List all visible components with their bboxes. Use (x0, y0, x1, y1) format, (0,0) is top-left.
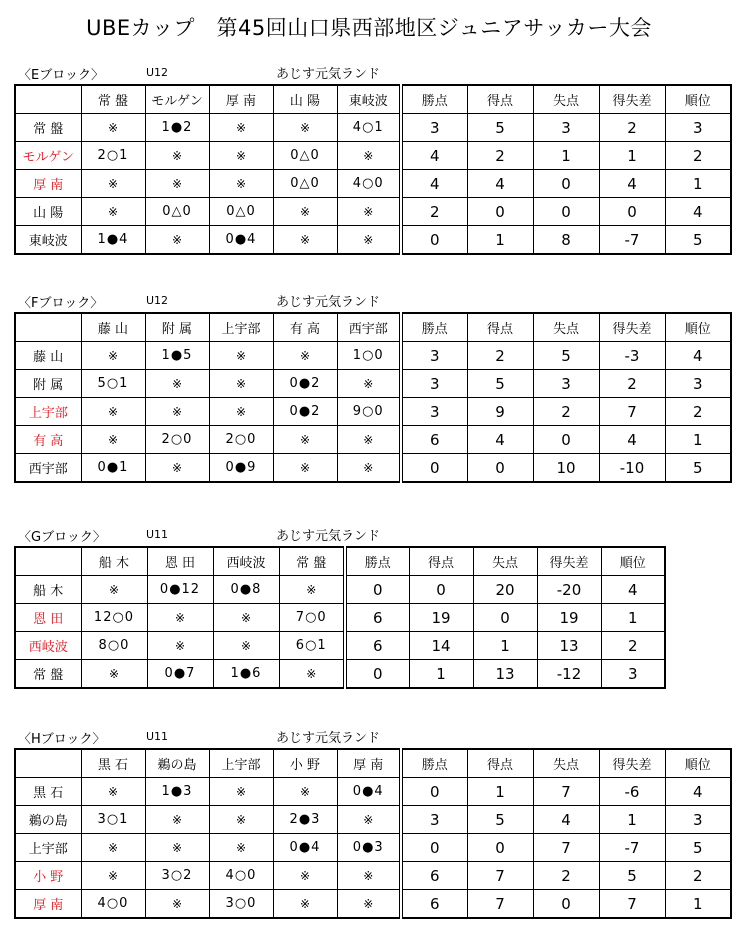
match-result: ※ (273, 778, 337, 806)
team-name: 西宇部 (15, 454, 81, 483)
match-result: ※ (273, 198, 337, 226)
match-result: 0●3 (337, 834, 401, 862)
table-row (15, 806, 731, 834)
stat-value: 3 (533, 370, 599, 398)
team-name: 常 盤 (15, 660, 81, 689)
match-result: ※ (147, 604, 213, 632)
stat-value: 14 (409, 632, 473, 660)
table-row (15, 604, 665, 632)
match-result: ※ (145, 806, 209, 834)
stat-value: 1 (467, 226, 533, 255)
stat-value: -3 (599, 342, 665, 370)
stat-value: 1 (467, 778, 533, 806)
match-result: ※ (209, 778, 273, 806)
stat-value: 5 (599, 862, 665, 890)
table-row (15, 576, 665, 604)
stat-value: 3 (401, 342, 467, 370)
match-result: ※ (337, 890, 401, 919)
match-result: 5○1 (81, 370, 145, 398)
block-category: U11 (146, 528, 169, 541)
stat-value: 4 (599, 170, 665, 198)
match-result: 1●2 (145, 114, 209, 142)
table-row (15, 862, 731, 890)
stat-value: 4 (665, 342, 731, 370)
match-result: ※ (337, 370, 401, 398)
stat-header: 得失差 (599, 749, 665, 778)
match-result: 4○0 (209, 862, 273, 890)
match-result: ※ (81, 862, 145, 890)
opponent-header: 厚 南 (337, 749, 401, 778)
stat-value: 5 (467, 114, 533, 142)
match-result: ※ (209, 370, 273, 398)
team-name: 上宇部 (15, 398, 81, 426)
stat-value: 1 (409, 660, 473, 689)
opponent-header: 上宇部 (209, 749, 273, 778)
match-result: 3○1 (81, 806, 145, 834)
stat-header: 得点 (467, 85, 533, 114)
stat-header: 順位 (601, 547, 665, 576)
stat-value: -12 (537, 660, 601, 689)
stat-value: 0 (401, 778, 467, 806)
stat-value: 0 (401, 226, 467, 255)
standings-table (14, 546, 666, 689)
stat-value: 3 (665, 806, 731, 834)
match-result: 1●4 (81, 226, 145, 255)
stat-value: 13 (473, 660, 537, 689)
match-result: ※ (81, 114, 145, 142)
match-result: ※ (337, 198, 401, 226)
table-row (15, 198, 731, 226)
stat-value: 2 (665, 862, 731, 890)
stat-value: 19 (537, 604, 601, 632)
team-name: 東岐波 (15, 226, 81, 255)
stat-value: 5 (533, 342, 599, 370)
page-title: UBEカップ 第45回山口県西部地区ジュニアサッカー大会 (86, 16, 652, 40)
stat-value: 2 (467, 142, 533, 170)
stat-value: 4 (401, 142, 467, 170)
match-result: ※ (273, 890, 337, 919)
match-result: 0●2 (273, 398, 337, 426)
stat-value: 2 (665, 398, 731, 426)
stat-header: 勝点 (401, 749, 467, 778)
opponent-header: 常 盤 (279, 547, 345, 576)
match-result: 0●1 (81, 454, 145, 483)
opponent-header: モルゲン (145, 85, 209, 114)
match-result: ※ (145, 398, 209, 426)
table-row (15, 890, 731, 919)
block-e (14, 62, 732, 255)
corner-cell (15, 85, 81, 114)
block-header (14, 524, 666, 546)
match-result: 0●4 (337, 778, 401, 806)
stat-value: 7 (599, 890, 665, 919)
stat-header: 順位 (665, 313, 731, 342)
header-row (15, 313, 731, 342)
stat-value: -6 (599, 778, 665, 806)
table-row (15, 370, 731, 398)
match-result: 8○0 (81, 632, 147, 660)
stat-header: 失点 (533, 313, 599, 342)
block-venue: あじす元気ランド (276, 67, 381, 82)
match-result: 4○0 (81, 890, 145, 919)
table-row (15, 398, 731, 426)
team-name: 厚 南 (15, 170, 81, 198)
opponent-header: 上宇部 (209, 313, 273, 342)
team-name: 船 木 (15, 576, 81, 604)
stat-value: 1 (473, 632, 537, 660)
match-result: ※ (81, 426, 145, 454)
match-result: ※ (337, 226, 401, 255)
match-result: ※ (273, 426, 337, 454)
opponent-header: 藤 山 (81, 313, 145, 342)
match-result: 0●4 (273, 834, 337, 862)
match-result: ※ (147, 632, 213, 660)
block-header (14, 62, 732, 84)
team-name: 厚 南 (15, 890, 81, 919)
stat-value: 7 (467, 890, 533, 919)
standings-table (14, 748, 732, 919)
opponent-header: 常 盤 (81, 85, 145, 114)
stat-value: 2 (599, 370, 665, 398)
stat-value: 1 (665, 890, 731, 919)
corner-cell (15, 547, 81, 576)
standings-table (14, 84, 732, 255)
stat-value: 2 (601, 632, 665, 660)
stat-value: 3 (533, 114, 599, 142)
match-result: 3○0 (209, 890, 273, 919)
match-result: 0●2 (273, 370, 337, 398)
opponent-header: 厚 南 (209, 85, 273, 114)
match-result: ※ (81, 170, 145, 198)
table-row (15, 778, 731, 806)
opponent-header: 山 陽 (273, 85, 337, 114)
match-result: ※ (81, 398, 145, 426)
match-result: ※ (279, 576, 345, 604)
stat-value: 8 (533, 226, 599, 255)
stat-value: 1 (601, 604, 665, 632)
match-result: ※ (145, 370, 209, 398)
stat-value: 6 (401, 862, 467, 890)
match-result: ※ (81, 198, 145, 226)
match-result: ※ (145, 170, 209, 198)
match-result: 2●3 (273, 806, 337, 834)
opponent-header: 附 属 (145, 313, 209, 342)
match-result: 0●8 (213, 576, 279, 604)
stat-header: 勝点 (401, 85, 467, 114)
stat-value: 2 (665, 142, 731, 170)
stat-value: 4 (467, 426, 533, 454)
team-name: 附 属 (15, 370, 81, 398)
table-row (15, 170, 731, 198)
corner-cell (15, 749, 81, 778)
stat-value: 3 (401, 370, 467, 398)
stat-value: 0 (401, 834, 467, 862)
match-result: 0△0 (145, 198, 209, 226)
block-venue: あじす元気ランド (276, 731, 381, 746)
table-row (15, 632, 665, 660)
stat-value: 7 (533, 778, 599, 806)
match-result: ※ (273, 226, 337, 255)
team-name: 黒 石 (15, 778, 81, 806)
stat-value: 1 (599, 806, 665, 834)
stat-value: 0 (533, 890, 599, 919)
team-name: 上宇部 (15, 834, 81, 862)
opponent-header: 西岐波 (213, 547, 279, 576)
stat-value: 0 (533, 198, 599, 226)
block-name: 〈Hブロック〉 (18, 732, 106, 747)
stat-value: 4 (601, 576, 665, 604)
stat-value: 5 (665, 226, 731, 255)
table-row (15, 114, 731, 142)
match-result: ※ (337, 862, 401, 890)
match-result: ※ (279, 660, 345, 689)
match-result: ※ (209, 114, 273, 142)
stat-value: -7 (599, 834, 665, 862)
team-name: 藤 山 (15, 342, 81, 370)
stat-value: 0 (467, 198, 533, 226)
stat-value: 2 (467, 342, 533, 370)
match-result: ※ (145, 834, 209, 862)
match-result: ※ (337, 426, 401, 454)
block-category: U12 (146, 66, 169, 79)
stat-value: -7 (599, 226, 665, 255)
match-result: ※ (337, 806, 401, 834)
stat-value: 0 (473, 604, 537, 632)
block-name: 〈Fブロック〉 (18, 296, 104, 311)
match-result: ※ (337, 142, 401, 170)
stat-value: 0 (467, 454, 533, 483)
opponent-header: 小 野 (273, 749, 337, 778)
team-name: 西岐波 (15, 632, 81, 660)
match-result: 1●6 (213, 660, 279, 689)
match-result: 9○0 (337, 398, 401, 426)
block-category: U11 (146, 730, 169, 743)
block-f (14, 290, 732, 483)
match-result: 0△0 (273, 170, 337, 198)
stat-header: 得失差 (537, 547, 601, 576)
match-result: 0●9 (209, 454, 273, 483)
stat-header: 勝点 (345, 547, 409, 576)
team-name: モルゲン (15, 142, 81, 170)
stat-header: 失点 (533, 749, 599, 778)
stat-value: 5 (665, 834, 731, 862)
team-name: 常 盤 (15, 114, 81, 142)
match-result: 3○2 (145, 862, 209, 890)
stat-value: 3 (401, 114, 467, 142)
stat-value: 1 (665, 170, 731, 198)
team-name: 鵜の島 (15, 806, 81, 834)
stat-value: 0 (533, 170, 599, 198)
match-result: ※ (81, 834, 145, 862)
match-result: ※ (145, 890, 209, 919)
stat-value: 0 (345, 660, 409, 689)
stat-value: 3 (401, 806, 467, 834)
match-result: ※ (81, 342, 145, 370)
stat-value: 0 (533, 426, 599, 454)
match-result: 1●3 (145, 778, 209, 806)
match-result: 0△0 (209, 198, 273, 226)
opponent-header: 黒 石 (81, 749, 145, 778)
stat-value: 2 (533, 398, 599, 426)
stat-value: 7 (467, 862, 533, 890)
stat-header: 順位 (665, 85, 731, 114)
match-result: 2○1 (81, 142, 145, 170)
stat-header: 得失差 (599, 313, 665, 342)
stat-value: 5 (665, 454, 731, 483)
stat-value: 7 (599, 398, 665, 426)
stat-value: 0 (401, 454, 467, 483)
stat-value: 2 (401, 198, 467, 226)
match-result: ※ (209, 398, 273, 426)
block-name: 〈Gブロック〉 (18, 530, 106, 545)
match-result: 2○0 (145, 426, 209, 454)
table-row (15, 454, 731, 483)
stat-value: 2 (599, 114, 665, 142)
match-result: 7○0 (279, 604, 345, 632)
team-name: 有 高 (15, 426, 81, 454)
block-name: 〈Eブロック〉 (18, 68, 104, 83)
table-row (15, 342, 731, 370)
match-result: ※ (145, 226, 209, 255)
stat-value: 4 (467, 170, 533, 198)
match-result: ※ (209, 342, 273, 370)
stat-value: 9 (467, 398, 533, 426)
match-result: 0●4 (209, 226, 273, 255)
block-venue: あじす元気ランド (276, 295, 381, 310)
match-result: ※ (213, 604, 279, 632)
stat-value: 10 (533, 454, 599, 483)
match-result: ※ (213, 632, 279, 660)
stat-value: 0 (345, 576, 409, 604)
stat-value: 3 (665, 114, 731, 142)
opponent-header: 恩 田 (147, 547, 213, 576)
stat-value: 7 (533, 834, 599, 862)
stat-value: 4 (599, 426, 665, 454)
stat-value: 1 (599, 142, 665, 170)
match-result: ※ (209, 806, 273, 834)
stat-header: 得点 (409, 547, 473, 576)
match-result: 0△0 (273, 142, 337, 170)
stat-header: 勝点 (401, 313, 467, 342)
table-row (15, 142, 731, 170)
opponent-header: 有 高 (273, 313, 337, 342)
match-result: 4○1 (337, 114, 401, 142)
header-row (15, 749, 731, 778)
stat-value: 0 (409, 576, 473, 604)
header-row (15, 85, 731, 114)
match-result: ※ (145, 142, 209, 170)
stat-value: -20 (537, 576, 601, 604)
stat-value: 6 (401, 426, 467, 454)
stat-value: 6 (401, 890, 467, 919)
stat-value: 5 (467, 806, 533, 834)
match-result: 0●7 (147, 660, 213, 689)
stat-value: 4 (665, 198, 731, 226)
match-result: ※ (209, 170, 273, 198)
stat-value: 20 (473, 576, 537, 604)
stat-value: -10 (599, 454, 665, 483)
match-result: 12○0 (81, 604, 147, 632)
stat-value: 0 (599, 198, 665, 226)
stat-value: 6 (345, 604, 409, 632)
stat-value: 3 (601, 660, 665, 689)
stat-value: 4 (533, 806, 599, 834)
stat-value: 2 (533, 862, 599, 890)
stat-header: 得点 (467, 313, 533, 342)
table-row (15, 834, 731, 862)
team-name: 小 野 (15, 862, 81, 890)
team-name: 山 陽 (15, 198, 81, 226)
match-result: ※ (145, 454, 209, 483)
block-header (14, 726, 732, 748)
block-header (14, 290, 732, 312)
opponent-header: 東岐波 (337, 85, 401, 114)
match-result: ※ (81, 778, 145, 806)
stat-header: 失点 (533, 85, 599, 114)
stat-header: 失点 (473, 547, 537, 576)
match-result: ※ (209, 834, 273, 862)
match-result: ※ (273, 454, 337, 483)
stat-header: 得点 (467, 749, 533, 778)
header-row (15, 547, 665, 576)
stat-value: 13 (537, 632, 601, 660)
match-result: 1○0 (337, 342, 401, 370)
stat-value: 19 (409, 604, 473, 632)
stat-value: 1 (665, 426, 731, 454)
stat-value: 5 (467, 370, 533, 398)
match-result: ※ (209, 142, 273, 170)
block-h (14, 726, 732, 919)
stat-value: 1 (533, 142, 599, 170)
block-category: U12 (146, 294, 169, 307)
match-result: 4○0 (337, 170, 401, 198)
stat-value: 4 (401, 170, 467, 198)
match-result: ※ (273, 862, 337, 890)
opponent-header: 鵜の島 (145, 749, 209, 778)
match-result: ※ (81, 576, 147, 604)
stat-value: 0 (467, 834, 533, 862)
match-result: ※ (273, 114, 337, 142)
opponent-header: 船 木 (81, 547, 147, 576)
stat-value: 3 (665, 370, 731, 398)
team-name: 恩 田 (15, 604, 81, 632)
match-result: ※ (273, 342, 337, 370)
stat-value: 6 (345, 632, 409, 660)
corner-cell (15, 313, 81, 342)
match-result: 2○0 (209, 426, 273, 454)
match-result: ※ (337, 454, 401, 483)
stat-header: 得失差 (599, 85, 665, 114)
stat-header: 順位 (665, 749, 731, 778)
table-row (15, 660, 665, 689)
block-venue: あじす元気ランド (276, 529, 381, 544)
match-result: 0●12 (147, 576, 213, 604)
table-row (15, 426, 731, 454)
block-g (14, 524, 666, 689)
stat-value: 4 (665, 778, 731, 806)
standings-table (14, 312, 732, 483)
opponent-header: 西宇部 (337, 313, 401, 342)
stat-value: 3 (401, 398, 467, 426)
table-row (15, 226, 731, 255)
match-result: 6○1 (279, 632, 345, 660)
match-result: 1●5 (145, 342, 209, 370)
match-result: ※ (81, 660, 147, 689)
